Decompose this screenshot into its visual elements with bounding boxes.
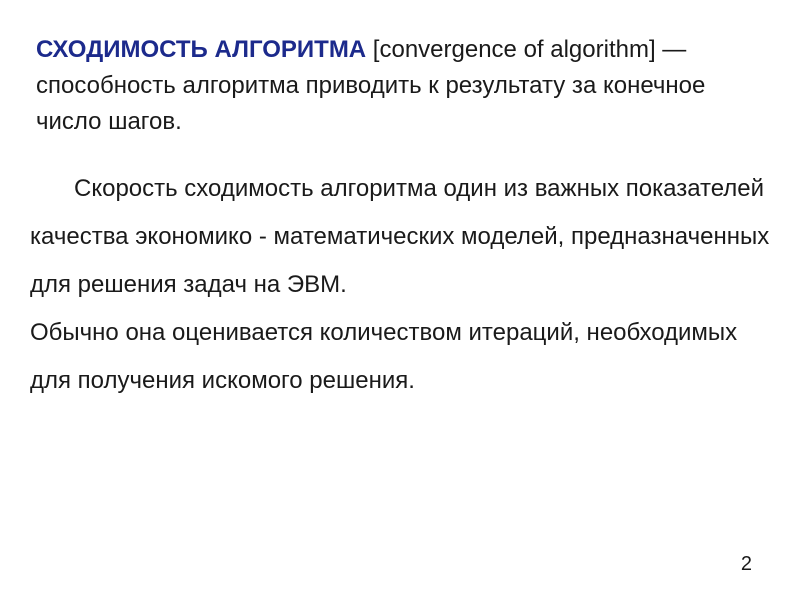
body-text (30, 165, 780, 405)
definition-text: способность алгоритма приводить к результату за конечное число шагов. (36, 72, 706, 135)
page-number: 2 (740, 553, 752, 575)
body-paragraph-1 (30, 165, 780, 309)
body-paragraph-1-text: Скорость сходимость алгоритма один из важных показателей качества экономико - математических моделей, предназначенных для решения задач на ЭВМ. (30, 175, 770, 298)
body-paragraph-2: Обычно она оценивается количеством итераций, необходимых для получения искомого решения. (30, 319, 738, 394)
definition-translation: [convergence of algorithm] — (366, 36, 687, 63)
definition-term: СХОДИМОСТЬ АЛГОРИТМА (36, 36, 367, 63)
definition-block (36, 32, 766, 140)
